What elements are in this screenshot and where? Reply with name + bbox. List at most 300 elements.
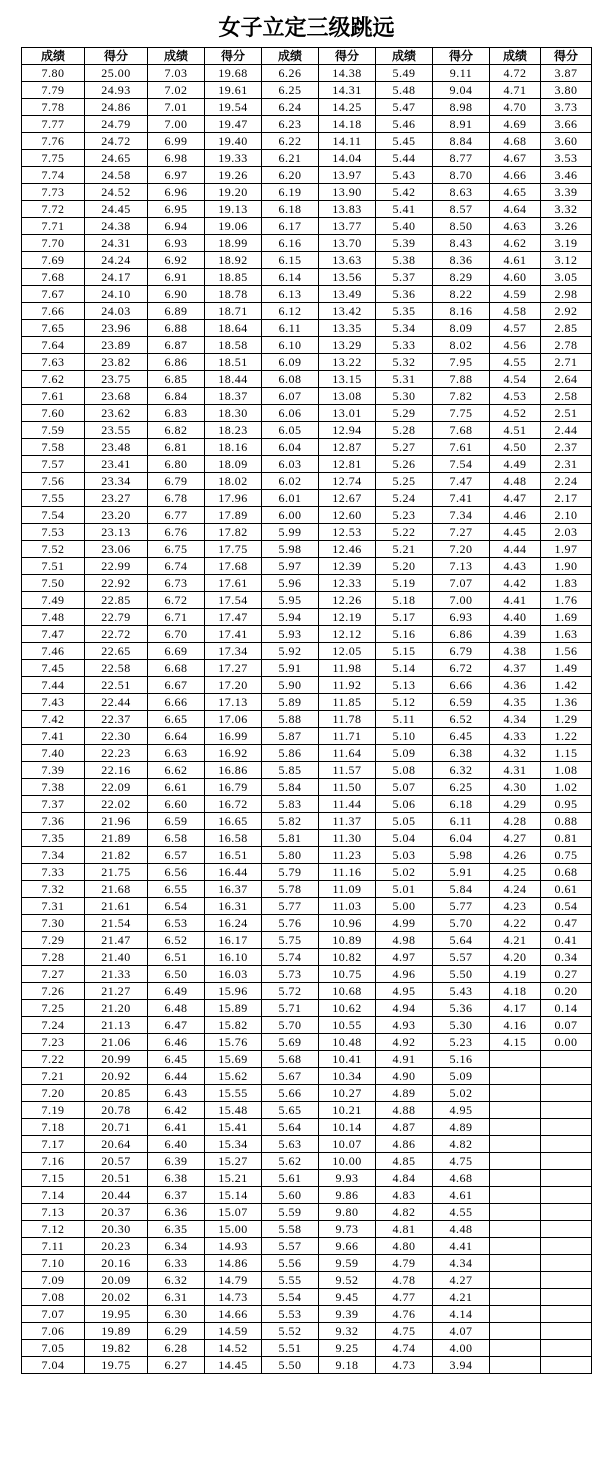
score-cell: 7.27 [433,524,490,541]
result-cell: 7.16 [22,1153,85,1170]
score-cell: 18.09 [205,456,262,473]
result-cell: 6.88 [148,320,205,337]
score-cell: 6.04 [433,830,490,847]
score-cell: 16.99 [205,728,262,745]
result-cell: 6.17 [262,218,319,235]
result-cell: 5.82 [262,813,319,830]
score-cell: 4.48 [433,1221,490,1238]
score-cell: 23.06 [85,541,148,558]
result-cell: 5.15 [376,643,433,660]
score-cell: 5.84 [433,881,490,898]
score-cell: 17.96 [205,490,262,507]
table-row [22,133,592,150]
score-cell: 9.04 [433,82,490,99]
score-cell: 12.60 [319,507,376,524]
score-cell: 15.14 [205,1187,262,1204]
result-cell: 6.54 [148,898,205,915]
result-cell: 4.69 [490,116,541,133]
score-cell: 6.45 [433,728,490,745]
score-cell: 17.20 [205,677,262,694]
result-cell: 5.73 [262,966,319,983]
result-cell: 7.14 [22,1187,85,1204]
result-cell: 4.27 [490,830,541,847]
result-cell: 7.28 [22,949,85,966]
score-cell [541,1102,592,1119]
score-cell: 0.68 [541,864,592,881]
result-cell: 5.52 [262,1323,319,1340]
result-cell: 4.67 [490,150,541,167]
score-cell: 19.26 [205,167,262,184]
result-cell: 6.29 [148,1323,205,1340]
result-cell: 7.31 [22,898,85,915]
result-cell: 6.10 [262,337,319,354]
score-cell: 19.06 [205,218,262,235]
score-cell: 24.17 [85,269,148,286]
score-cell: 7.41 [433,490,490,507]
column-header-result: 成绩 [148,48,205,65]
score-cell: 1.83 [541,575,592,592]
result-cell [490,1119,541,1136]
result-cell: 4.31 [490,762,541,779]
result-cell: 5.00 [376,898,433,915]
score-cell: 21.61 [85,898,148,915]
score-cell: 11.23 [319,847,376,864]
score-cell: 11.16 [319,864,376,881]
column-header-score: 得分 [433,48,490,65]
result-cell: 5.10 [376,728,433,745]
result-cell: 5.93 [262,626,319,643]
table-row [22,320,592,337]
result-cell: 4.19 [490,966,541,983]
score-cell: 2.03 [541,524,592,541]
result-cell: 6.79 [148,473,205,490]
score-cell: 9.86 [319,1187,376,1204]
score-cell: 0.61 [541,881,592,898]
result-cell: 5.86 [262,745,319,762]
score-cell: 13.77 [319,218,376,235]
score-cell: 14.25 [319,99,376,116]
score-cell: 1.22 [541,728,592,745]
score-cell: 7.07 [433,575,490,592]
result-cell: 7.51 [22,558,85,575]
score-cell: 8.57 [433,201,490,218]
score-cell: 19.82 [85,1340,148,1357]
result-cell: 7.03 [148,65,205,82]
score-cell: 7.00 [433,592,490,609]
result-cell: 5.07 [376,779,433,796]
result-cell: 6.92 [148,252,205,269]
result-cell: 4.84 [376,1170,433,1187]
score-cell: 8.16 [433,303,490,320]
result-cell: 7.12 [22,1221,85,1238]
score-cell: 9.45 [319,1289,376,1306]
result-cell: 5.34 [376,320,433,337]
score-cell: 0.88 [541,813,592,830]
score-cell: 7.54 [433,456,490,473]
score-cell [541,1068,592,1085]
score-cell: 4.68 [433,1170,490,1187]
table-row [22,303,592,320]
table-row [22,201,592,218]
score-cell: 16.92 [205,745,262,762]
score-cell: 11.64 [319,745,376,762]
score-cell: 24.93 [85,82,148,99]
score-cell: 23.82 [85,354,148,371]
table-row [22,694,592,711]
column-header-score: 得分 [541,48,592,65]
result-cell: 6.21 [262,150,319,167]
score-cell: 6.66 [433,677,490,694]
result-cell: 4.28 [490,813,541,830]
score-cell: 13.83 [319,201,376,218]
score-cell: 2.51 [541,405,592,422]
score-cell: 22.30 [85,728,148,745]
result-cell: 4.51 [490,422,541,439]
table-row [22,184,592,201]
score-cell: 5.02 [433,1085,490,1102]
score-cell: 12.94 [319,422,376,439]
score-cell: 24.24 [85,252,148,269]
score-cell: 10.27 [319,1085,376,1102]
table-row [22,1255,592,1272]
score-cell: 12.39 [319,558,376,575]
table-row [22,1085,592,1102]
table-row [22,1204,592,1221]
result-cell: 5.20 [376,558,433,575]
score-cell: 19.75 [85,1357,148,1374]
score-cell: 19.68 [205,65,262,82]
score-cell: 3.12 [541,252,592,269]
result-cell: 4.65 [490,184,541,201]
result-cell: 5.24 [376,490,433,507]
score-cell: 7.61 [433,439,490,456]
result-cell: 6.37 [148,1187,205,1204]
score-cell: 4.27 [433,1272,490,1289]
result-cell: 7.25 [22,1000,85,1017]
score-cell: 23.62 [85,405,148,422]
score-cell: 1.36 [541,694,592,711]
column-header-result: 成绩 [22,48,85,65]
table-row [22,371,592,388]
result-cell: 6.75 [148,541,205,558]
result-cell [490,1221,541,1238]
result-cell: 4.41 [490,592,541,609]
table-row [22,507,592,524]
column-header-result: 成绩 [376,48,433,65]
result-cell: 5.49 [376,65,433,82]
result-cell: 5.71 [262,1000,319,1017]
result-cell: 5.03 [376,847,433,864]
result-cell: 7.09 [22,1272,85,1289]
table-row [22,762,592,779]
table-row [22,677,592,694]
score-cell: 16.03 [205,966,262,983]
result-cell: 7.06 [22,1323,85,1340]
score-cell: 5.98 [433,847,490,864]
score-cell: 24.31 [85,235,148,252]
score-cell: 1.29 [541,711,592,728]
result-cell: 5.09 [376,745,433,762]
column-header-score: 得分 [205,48,262,65]
result-cell: 7.05 [22,1340,85,1357]
result-cell: 5.47 [376,99,433,116]
result-cell: 7.67 [22,286,85,303]
score-cell: 10.82 [319,949,376,966]
result-cell: 5.91 [262,660,319,677]
score-cell: 16.72 [205,796,262,813]
result-cell: 5.92 [262,643,319,660]
table-row [22,456,592,473]
score-cell [541,1340,592,1357]
result-cell: 4.38 [490,643,541,660]
result-cell: 4.21 [490,932,541,949]
score-cell: 7.75 [433,405,490,422]
result-cell: 7.76 [22,133,85,150]
result-cell: 5.29 [376,405,433,422]
score-cell: 14.93 [205,1238,262,1255]
result-cell: 7.29 [22,932,85,949]
score-cell: 6.38 [433,745,490,762]
result-cell: 6.24 [262,99,319,116]
score-cell: 18.64 [205,320,262,337]
result-cell [490,1085,541,1102]
score-cell: 13.15 [319,371,376,388]
score-cell: 20.37 [85,1204,148,1221]
score-cell: 0.75 [541,847,592,864]
result-cell: 5.54 [262,1289,319,1306]
score-cell: 17.34 [205,643,262,660]
result-cell [490,1323,541,1340]
score-cell: 0.34 [541,949,592,966]
result-cell: 6.97 [148,167,205,184]
result-cell: 6.06 [262,405,319,422]
score-table [21,47,592,1374]
table-row [22,490,592,507]
result-cell: 5.12 [376,694,433,711]
score-cell: 18.37 [205,388,262,405]
result-cell: 7.46 [22,643,85,660]
table-row [22,660,592,677]
table-row [22,286,592,303]
result-cell: 5.51 [262,1340,319,1357]
table-row [22,796,592,813]
result-cell: 4.89 [376,1085,433,1102]
result-cell: 6.74 [148,558,205,575]
result-cell: 6.35 [148,1221,205,1238]
score-cell: 20.99 [85,1051,148,1068]
score-cell: 22.79 [85,609,148,626]
score-cell: 2.37 [541,439,592,456]
score-cell [541,1255,592,1272]
result-cell: 5.41 [376,201,433,218]
score-cell: 17.75 [205,541,262,558]
result-cell: 7.21 [22,1068,85,1085]
result-cell: 5.31 [376,371,433,388]
result-cell: 6.72 [148,592,205,609]
result-cell: 5.78 [262,881,319,898]
result-cell: 5.27 [376,439,433,456]
score-cell: 18.30 [205,405,262,422]
result-cell: 7.24 [22,1017,85,1034]
table-row [22,422,592,439]
score-cell: 17.54 [205,592,262,609]
score-cell: 12.46 [319,541,376,558]
table-row [22,745,592,762]
result-cell: 6.87 [148,337,205,354]
score-cell: 22.65 [85,643,148,660]
score-cell: 10.62 [319,1000,376,1017]
table-row [22,728,592,745]
result-cell: 5.04 [376,830,433,847]
result-cell: 6.01 [262,490,319,507]
table-row [22,983,592,1000]
result-cell: 7.59 [22,422,85,439]
score-cell: 7.95 [433,354,490,371]
score-cell: 11.50 [319,779,376,796]
table-row [22,1000,592,1017]
result-cell: 5.95 [262,592,319,609]
result-cell: 5.58 [262,1221,319,1238]
score-cell: 24.58 [85,167,148,184]
score-cell: 2.64 [541,371,592,388]
score-cell: 5.16 [433,1051,490,1068]
score-cell: 20.30 [85,1221,148,1238]
result-cell: 6.25 [262,82,319,99]
score-cell: 15.69 [205,1051,262,1068]
result-cell: 5.88 [262,711,319,728]
result-cell: 7.45 [22,660,85,677]
result-cell: 7.55 [22,490,85,507]
result-cell: 6.52 [148,932,205,949]
score-cell: 12.26 [319,592,376,609]
score-cell: 3.39 [541,184,592,201]
table-row [22,1340,592,1357]
result-cell: 4.52 [490,405,541,422]
result-cell: 4.39 [490,626,541,643]
result-cell: 6.69 [148,643,205,660]
score-cell: 21.89 [85,830,148,847]
score-cell: 18.58 [205,337,262,354]
table-row [22,1306,592,1323]
result-cell: 5.14 [376,660,433,677]
result-cell: 4.33 [490,728,541,745]
score-cell: 21.13 [85,1017,148,1034]
result-cell: 6.11 [262,320,319,337]
score-cell: 23.75 [85,371,148,388]
score-cell: 14.86 [205,1255,262,1272]
result-cell: 5.38 [376,252,433,269]
table-row [22,592,592,609]
table-row [22,643,592,660]
result-cell: 7.13 [22,1204,85,1221]
result-cell: 4.93 [376,1017,433,1034]
result-cell: 5.84 [262,779,319,796]
score-cell: 3.73 [541,99,592,116]
result-cell: 6.59 [148,813,205,830]
score-cell: 5.09 [433,1068,490,1085]
result-cell: 5.77 [262,898,319,915]
result-cell: 6.56 [148,864,205,881]
result-cell: 4.34 [490,711,541,728]
score-cell: 4.41 [433,1238,490,1255]
score-cell: 17.06 [205,711,262,728]
table-row [22,609,592,626]
score-cell: 15.55 [205,1085,262,1102]
score-cell: 6.72 [433,660,490,677]
score-cell: 23.68 [85,388,148,405]
result-cell: 5.87 [262,728,319,745]
score-cell: 6.59 [433,694,490,711]
result-cell: 5.26 [376,456,433,473]
result-cell [490,1340,541,1357]
result-cell: 6.73 [148,575,205,592]
score-cell: 15.89 [205,1000,262,1017]
table-row [22,337,592,354]
score-cell: 12.53 [319,524,376,541]
result-cell: 6.03 [262,456,319,473]
score-cell: 9.52 [319,1272,376,1289]
table-row [22,1221,592,1238]
result-cell: 7.15 [22,1170,85,1187]
score-cell: 1.76 [541,592,592,609]
result-cell: 7.44 [22,677,85,694]
score-cell: 18.16 [205,439,262,456]
page-title: 女子立定三级跳远 [218,15,395,41]
result-cell: 7.40 [22,745,85,762]
score-cell: 21.54 [85,915,148,932]
result-cell: 7.49 [22,592,85,609]
score-cell: 22.92 [85,575,148,592]
result-cell: 4.55 [490,354,541,371]
score-cell: 0.81 [541,830,592,847]
result-cell: 7.56 [22,473,85,490]
result-cell: 4.78 [376,1272,433,1289]
score-cell: 13.42 [319,303,376,320]
score-cell [541,1272,592,1289]
table-row [22,1017,592,1034]
score-cell: 16.24 [205,915,262,932]
score-cell: 2.31 [541,456,592,473]
score-cell: 19.61 [205,82,262,99]
result-cell: 7.75 [22,150,85,167]
result-cell: 4.50 [490,439,541,456]
score-cell: 16.51 [205,847,262,864]
result-cell: 5.22 [376,524,433,541]
score-cell: 3.53 [541,150,592,167]
score-cell: 13.56 [319,269,376,286]
result-cell: 4.22 [490,915,541,932]
score-cell: 3.60 [541,133,592,150]
score-cell: 15.48 [205,1102,262,1119]
score-cell: 2.98 [541,286,592,303]
score-cell: 13.08 [319,388,376,405]
result-cell: 7.39 [22,762,85,779]
result-cell: 4.85 [376,1153,433,1170]
table-row [22,575,592,592]
result-cell: 4.98 [376,932,433,949]
result-cell: 4.30 [490,779,541,796]
score-cell: 13.22 [319,354,376,371]
score-cell: 1.69 [541,609,592,626]
result-cell: 5.85 [262,762,319,779]
score-cell: 15.41 [205,1119,262,1136]
table-row [22,949,592,966]
result-cell: 4.80 [376,1238,433,1255]
result-cell: 6.36 [148,1204,205,1221]
score-cell: 8.50 [433,218,490,235]
table-row [22,1102,592,1119]
result-cell: 6.81 [148,439,205,456]
